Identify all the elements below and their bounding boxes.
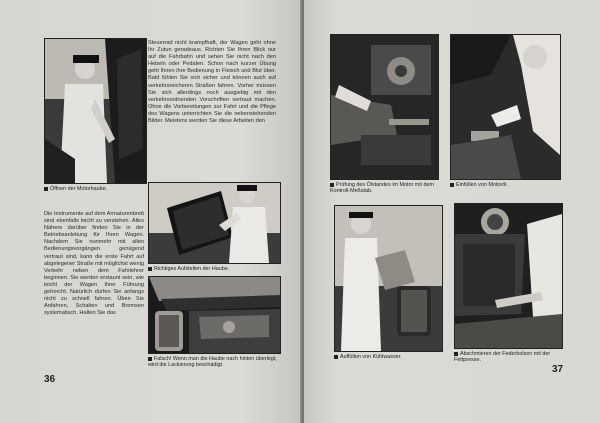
photo-filling-oil	[450, 34, 561, 180]
photo-wrong-hood	[148, 276, 281, 354]
caption-bullet	[454, 352, 458, 356]
left-caption-1-text: Öffnen der Motorhaube.	[50, 186, 108, 192]
left-page-number: 36	[44, 374, 56, 385]
right-caption-3	[334, 354, 444, 360]
left-caption-3-text: Falsch! Wenn man die Haube nach hinten überlegt, wird die Lackierung beschädigt.	[148, 356, 277, 369]
right-page	[304, 0, 600, 423]
right-caption-4-text: Abschmieren der Federbolzen mit der Fettpresse.	[454, 351, 551, 364]
photo-grease-gun	[454, 203, 563, 349]
right-caption-2-text: Einfüllen von Motoröl.	[456, 182, 508, 188]
caption-bullet	[334, 355, 338, 359]
photo-coolant	[334, 205, 443, 352]
caption-bullet	[148, 357, 152, 361]
left-caption-2-text: Richtiges Aufstellen der Haube.	[154, 266, 230, 272]
photo-opening-hood	[44, 38, 147, 184]
photo-oil-dipstick	[330, 34, 439, 180]
right-caption-1-text: Prüfung des Ölstandes im Motor mit dem Kontroll-Meßstab.	[330, 182, 434, 195]
left-middle-body-text: Die Instrumente auf dem Armaturenbrett sind ebenfalls leicht zu verstehen. Alles Nähere darüber finden Sie in der Betriebsanleitung für Ihren Wagen. Nachdem Sie nunmehr mit allen Bedienungsvorgängen genügend vertraut sind, kann die erste Fahrt auf abgelegener Straße mit möglichst wenig Verkehr neben dem Fahrlehrer beginnen. Sie werden erstaunt sein, wie leicht der Wagen Ihrer Führung gehorcht. Natürlich dürfen Sie anfangs nicht zu schnell fahren. Üben Sie Anfahren, Schalten und Bremsen systematisch. Halten Sie das	[44, 211, 144, 317]
caption-bullet	[148, 267, 152, 271]
right-page-number: 37	[552, 364, 564, 375]
left-caption-3	[148, 356, 280, 369]
caption-bullet	[44, 187, 48, 191]
left-caption-1	[44, 186, 154, 192]
left-caption-2	[148, 266, 280, 272]
caption-bullet	[450, 183, 454, 187]
caption-bullet	[330, 183, 334, 187]
left-top-body-text: Steuerrad nicht krampfhaft, der Wagen geht ohne Ihr Zutun geradeaus. Richten Sie Ihren Blick nur auf die Fahrbahn und sehen Sie nicht nach den Hebeln oder Pedalen. Schon nach kurzer Übung geht Ihnen ihre Bedienung in Fleisch und Blut über. Bald fühlen Sie sich sicher und können auch auf verkehrsreicheren Straßen fahren. Vorher müssen Sie sich allerdings noch ausgiebig mit den verkehrsordnenden Vorschriften vertraut machen. Ohne die Vorbereitungen zur Fahrt und die Pflege des Wagens unterrichten Sie die nebenstehenden Bilder. Meistens werden Sie diese Arbeiten den	[148, 40, 276, 125]
right-caption-2	[450, 182, 560, 188]
right-caption-3-text: Auffüllen von Kühlwasser.	[340, 354, 402, 360]
right-caption-1	[330, 182, 448, 195]
photo-positioning-hood	[148, 182, 281, 264]
right-caption-4	[454, 351, 564, 364]
